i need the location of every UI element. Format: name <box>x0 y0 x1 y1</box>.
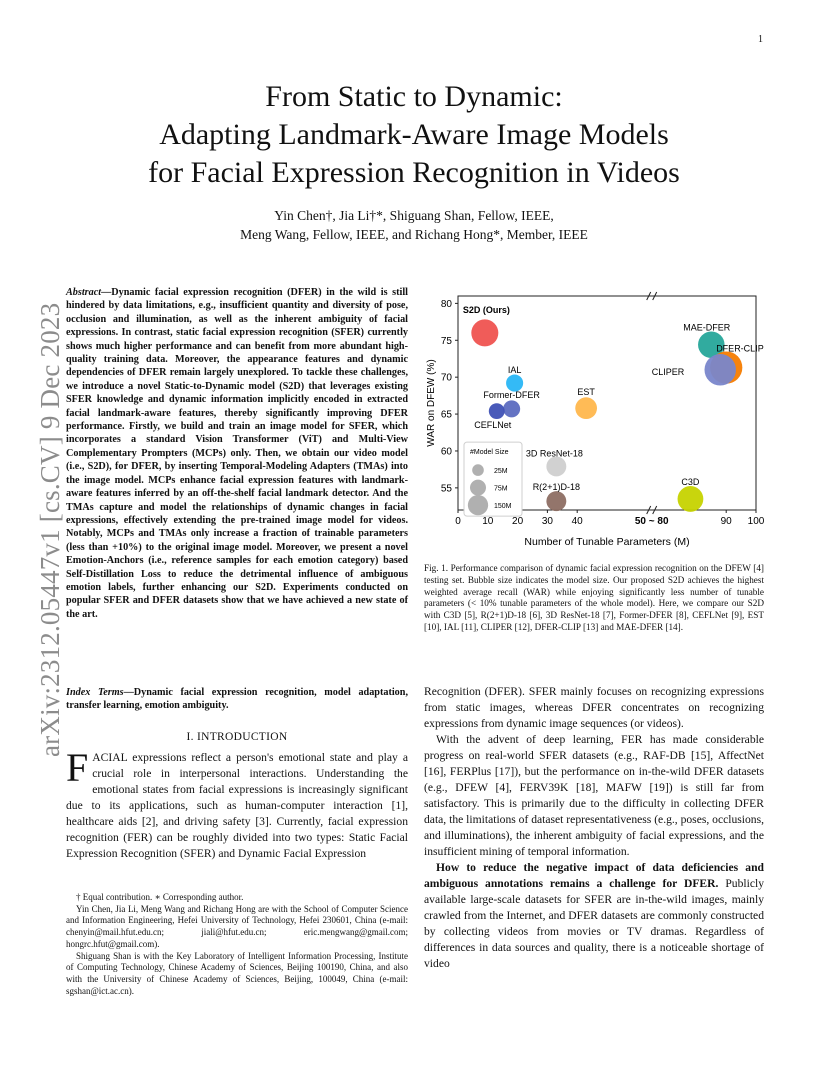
x-tick-label: 90 <box>720 516 732 527</box>
y-tick-label: 75 <box>440 335 452 347</box>
bubble-label-c3d: C3D <box>681 476 700 487</box>
intro-paragraph <box>66 745 408 862</box>
bubble-label-cliper: CLIPER <box>651 366 685 377</box>
title-line-2: Adapting Landmark-Aware Image Models <box>159 118 669 151</box>
x-tick-label: 100 <box>747 516 765 527</box>
size-legend-label: 75M <box>494 485 508 493</box>
abstract <box>66 286 408 621</box>
authors <box>40 206 788 244</box>
title-line-1: From Static to Dynamic: <box>265 80 563 113</box>
y-tick-label: 80 <box>440 298 452 310</box>
title-line-3: for Facial Expression Recognition in Videos <box>148 156 680 189</box>
right-paragraph-1: Recognition (DFER). SFER mainly focuses on recognizing expressions from static images, whereas DFER concentrates on recognizing expressions from dynamic image sequences (or videos). <box>424 685 764 730</box>
bubble-former-dfer <box>503 400 520 417</box>
x-tick-label: 20 <box>512 516 524 527</box>
size-legend-bubble <box>468 495 488 515</box>
index-terms-label: Index Terms <box>66 687 124 698</box>
figure-caption: Fig. 1. Performance comparison of dynamic facial expression recognition on the DFEW [4] testing set. Bubble size indicates the model size. Our proposed S2D achieves the highest weighted average recall (WAR) while enjoying significantly less number of tunable parameters (< 10% tunable parameters of the whole model). Here, we compare our S2D with C3D [5], R(2+1)D-18 [6], 3D ResNet-18 [7], Former-DFER [8], CEFLNet [9], EST [10], IAL [11], CLIPER [12], DFER-CLIP [13] and MAE-DFER [14]. <box>424 563 764 632</box>
index-terms-text: —Dynamic facial expression recognition, model adaptation, transfer learning, emotion ambiguity. <box>66 687 408 712</box>
y-axis-label: WAR on DFEW (%) <box>426 359 437 447</box>
bubble-3d-resnet-18 <box>546 457 566 477</box>
arxiv-stamp-text: arXiv:2312.05447v1 [cs.CV] 9 Dec 2023 <box>35 302 65 757</box>
x-tick-label: 30 <box>541 516 553 527</box>
authors-line-1: Yin Chen†, Jia Li†*, Shiguang Shan, Fellow, IEEE, <box>274 208 554 223</box>
size-legend-bubble <box>470 480 486 496</box>
footnote-equal-contribution: † Equal contribution. ∗ Corresponding author. <box>76 892 244 902</box>
bubble-ceflnet <box>489 403 505 419</box>
abstract-label: Abstract <box>66 287 102 298</box>
bubble-s2d-ours <box>471 319 498 346</box>
authors-line-2: Meng Wang, Fellow, IEEE, and Richang Hong*, Member, IEEE <box>240 227 588 242</box>
x-tick-label: 10 <box>482 516 494 527</box>
footnote-affiliation-1: Yin Chen, Jia Li, Meng Wang and Richang Hong are with the School of Computer Science and Information Engineering, Hefei University of Technology, Hefei 230601, China (e-mail: chenyin@mail.hfut.edu.cn; jiali@hfut.edu.cn; eric.mengwang@gmail.com; hongrc.hfut@gmail.com). <box>66 903 408 949</box>
bubble-label-3d-resnet-18: 3D ResNet-18 <box>525 448 583 459</box>
drop-cap: F <box>66 745 89 790</box>
bubble-est <box>575 397 597 419</box>
abstract-text: —Dynamic facial expression recognition (DFER) in the wild is still hindered by data limitations, e.g., insufficient quantity and diversity of pose, occlusion and illumination, as well as the inherent ambiguity of facial expressions. In contrast, static facial expression recognition (SFER) currently shows much higher performance and can benefit from more abundant high-quality training data. Moreover, the appearance features and dynamic dependencies of DFER remain largely unexplored. To tackle these challenges, we introduce a novel Static-to-Dynamic model (S2D) that leverages existing SFER knowledge and dynamic information implicitly encoded in extracted facial landmark-aware features, thereby significantly improving DFER performance. Firstly, we build and train an image model for SFER, which incorporates a standard Vision Transformer (ViT) and Multi-View Complementary Prompters (MCPs) only. Then, we obtain our video model (i.e., S2D), for DFER, by inserting Temporal-Modeling Adapters (TMAs) into the image model. MCPs enhance facial expression features with landmark-aware features inferred by an off-the-shelf facial landmark detector. And the TMAs capture and model the relationships of dynamic changes in facial expressions, effectively extending the pre-trained image model for videos. Notably, MCPs and TMAs only increase a fraction of trainable parameters (less than +10%) to the original image model. Moreover, we present a novel Emotion-Anchors (i.e., reference samples for each emotion category) based Self-Distillation Loss to reduce the detrimental influence of ambiguous emotion labels, further enhancing our S2D. Experiments conducted on popular SFER and DFER datasets show that we have achieved a new state of the art. <box>66 287 408 620</box>
index-terms <box>66 686 408 713</box>
x-axis-label: Number of Tunable Parameters (M) <box>524 536 690 548</box>
right-paragraph-3 <box>424 860 764 972</box>
x-tick-label: 40 <box>571 516 583 527</box>
bubble-label-s2d-ours: S2D (Ours) <box>462 304 510 315</box>
bubble-label-ial: IAL <box>507 365 522 376</box>
intro-text: expressions reflect a person's emotional state and play a crucial role in interpersonal interactions. Understanding the emotional states from facial expressions is increasingly significant due to its applications, such as human-computer interaction [1], healthcare aids [2], and driving safety [3]. Currently, facial expression recognition (FER) can be roughly divided into two types: Static Facial Expression Recognition (SFER) and Dynamic Facial Expression <box>66 751 408 860</box>
right-paragraph-3-bold: How to reduce the negative impact of data deficiencies and ambiguous annotations remains a challenge for DFER. <box>424 861 764 890</box>
intro-first-word: ACIAL <box>92 751 128 764</box>
bubble-label-dfer-clip: DFER-CLIP <box>716 343 764 354</box>
bubble-cliper <box>704 354 735 385</box>
y-tick-label: 55 <box>440 483 452 495</box>
bubble-c3d <box>678 486 704 512</box>
bubble-label-ceflnet: CEFLNet <box>474 420 512 431</box>
y-tick-label: 60 <box>440 446 452 458</box>
y-tick-label: 65 <box>440 409 452 421</box>
size-legend-label: 25M <box>494 468 508 476</box>
bubble-label-mae-dfer: MAE-DFER <box>683 322 731 333</box>
bubble-chart <box>418 286 768 550</box>
x-axis-break-label: 50 ~ 80 <box>634 516 669 527</box>
right-column-text <box>424 684 764 972</box>
y-tick-label: 70 <box>440 372 452 384</box>
size-legend-title: #Model Size <box>470 449 509 457</box>
paper-title <box>40 78 788 192</box>
right-paragraph-3-rest: Publicly available large-scale datasets for SFER are in-the-wild images, mainly crawled from the Internet, and DFER datasets are commonly constructed by collecting videos from movies or TV dramas. Regardless of differences in data sources and quality, there is a noticeable shortage of video <box>424 877 764 970</box>
size-legend-bubble <box>472 464 484 476</box>
figure-1-chart <box>418 286 768 550</box>
x-tick-label: 0 <box>455 516 461 527</box>
bubble-label-est: EST <box>577 387 595 398</box>
footnote-affiliation-2: Shiguang Shan is with the Key Laboratory of Intelligent Information Processing, Institute of Computing Technology, Chinese Academy of Sciences, Beijing 100190, China, and also with the University of Chinese Academy of Sciences, Beijing, 100049, China (e-mail: sgshan@ict.ac.cn). <box>66 950 408 996</box>
bubble-r-2-1-d-18 <box>546 491 566 511</box>
bubble-label-former-dfer: Former-DFER <box>483 389 540 400</box>
footnotes <box>66 892 408 997</box>
size-legend-label: 150M <box>494 503 512 511</box>
bubble-label-r-2-1-d-18: R(2+1)D-18 <box>532 482 580 493</box>
right-paragraph-2: With the advent of deep learning, FER has made considerable progress on real-world SFER datasets (e.g., RAF-DB [15], AffectNet [16], FERPlus [17]), but the performance on in-the-wild DFER datasets (e.g., DFEW [4], FERV39K [18], MAFW [19]) is still far from satisfactory. This is primarily due to the difficulty in collecting DFER data, the limitations of dataset representativeness (e.g., poses, occlusions, and illuminations), the inherent ambiguity of facial expressions, and the insufficient mining of temporal information. <box>424 733 764 858</box>
page-number: 1 <box>758 34 763 45</box>
section-heading: I. INTRODUCTION <box>186 731 288 743</box>
